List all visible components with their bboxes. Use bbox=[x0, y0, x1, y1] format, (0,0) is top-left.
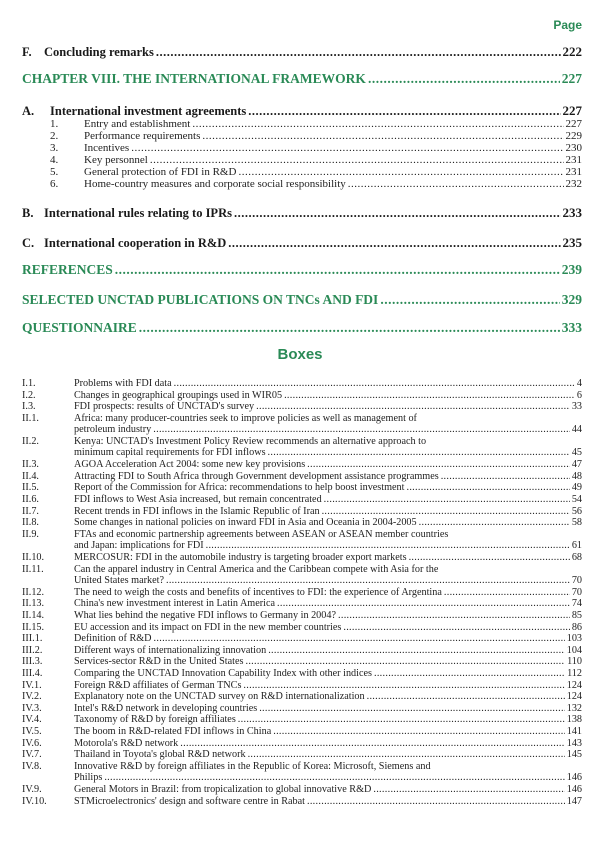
box-entry[interactable] bbox=[22, 714, 582, 726]
box-number: III.4. bbox=[22, 668, 43, 679]
toc-page-number: 222 bbox=[562, 44, 582, 59]
dot-leader bbox=[368, 71, 560, 87]
box-title bbox=[74, 471, 582, 482]
box-page-number: 124 bbox=[566, 679, 582, 691]
box-number: IV.4. bbox=[22, 714, 42, 726]
toc-entry-title: Concluding remarks bbox=[44, 45, 154, 59]
box-title-text: Explanatory note on the UNCTAD survey on R&D internationalization bbox=[74, 691, 365, 703]
box-title-last-line bbox=[74, 471, 582, 482]
box-title bbox=[74, 796, 582, 807]
box-page-number: 146 bbox=[566, 784, 582, 795]
box-page-number: 4 bbox=[576, 378, 582, 389]
box-title-text: Comparing the UNCTAD Innovation Capability Index with other indices bbox=[74, 668, 372, 679]
box-title-last-line bbox=[74, 668, 582, 679]
toc-entry-sub-2[interactable] bbox=[42, 130, 582, 142]
box-title-last-line bbox=[74, 796, 582, 807]
box-page-number: 74 bbox=[571, 598, 582, 610]
box-number: II.2. bbox=[22, 436, 39, 447]
box-page-number: 141 bbox=[566, 726, 582, 737]
box-title-last-line bbox=[74, 703, 582, 714]
box-entry[interactable] bbox=[22, 761, 582, 784]
box-title-last-line bbox=[74, 447, 582, 458]
box-title-text: Thailand in Toyota's global R&D network bbox=[74, 749, 246, 761]
box-title bbox=[74, 378, 582, 389]
box-entry[interactable] bbox=[22, 668, 582, 680]
dot-leader bbox=[248, 104, 560, 119]
box-number: II.7. bbox=[22, 505, 39, 517]
toc-entry-title: Key personnel bbox=[84, 154, 148, 166]
box-title-text: General Motors in Brazil: from tropicalization to global innovative R&D bbox=[74, 784, 372, 795]
dot-leader bbox=[419, 517, 570, 528]
box-number: III.3. bbox=[22, 656, 43, 668]
boxes-heading: Boxes bbox=[277, 346, 323, 363]
box-title-text: Philips bbox=[74, 771, 103, 783]
box-number: I.1. bbox=[22, 378, 36, 389]
dot-leader bbox=[153, 424, 570, 435]
box-title-text: minimum capital requirements for FDI inflows bbox=[74, 447, 266, 458]
box-page-number: 70 bbox=[571, 586, 582, 598]
toc-page-number: 231 bbox=[565, 154, 582, 166]
toc-entry-number: 1. bbox=[50, 118, 59, 130]
toc-page-number: 230 bbox=[565, 142, 582, 154]
box-entry[interactable] bbox=[22, 401, 582, 413]
box-page-number: 86 bbox=[571, 621, 582, 633]
box-page-number: 85 bbox=[571, 610, 582, 621]
dot-leader bbox=[444, 587, 570, 598]
toc-entry-number: B. bbox=[22, 206, 34, 220]
dot-leader bbox=[192, 118, 563, 130]
box-title-last-line bbox=[74, 517, 582, 528]
box-title bbox=[74, 517, 582, 528]
box-number: II.15. bbox=[22, 621, 45, 633]
box-number: III.1. bbox=[22, 633, 43, 645]
box-page-number: 49 bbox=[571, 482, 582, 494]
box-title-last-line bbox=[74, 738, 582, 749]
box-title-last-line bbox=[74, 680, 582, 691]
toc-entry-number: A. bbox=[22, 104, 35, 118]
dot-leader bbox=[273, 726, 565, 737]
box-title-last-line bbox=[74, 691, 582, 702]
toc-entry-sub-3[interactable] bbox=[42, 142, 582, 154]
box-title-text: United States market? bbox=[74, 574, 164, 586]
box-entry[interactable] bbox=[22, 645, 582, 657]
box-number: IV.5. bbox=[22, 726, 42, 737]
toc-entry-sec-b[interactable] bbox=[22, 205, 582, 221]
box-title bbox=[74, 691, 582, 702]
toc-page-number: 227 bbox=[562, 103, 582, 118]
toc-entry-title: CHAPTER VIII. THE INTERNATIONAL FRAMEWORK bbox=[22, 71, 366, 86]
box-title-last-line bbox=[74, 622, 582, 633]
toc-entry-title: SELECTED UNCTAD PUBLICATIONS ON TNCs AND FDI bbox=[22, 292, 379, 307]
toc-page-number: 239 bbox=[561, 262, 582, 277]
box-title bbox=[74, 680, 582, 691]
box-entry[interactable] bbox=[22, 413, 582, 436]
box-page-number: 138 bbox=[566, 714, 582, 726]
toc-entry-title: General protection of FDI in R&D bbox=[84, 166, 237, 178]
dot-leader bbox=[367, 691, 565, 702]
box-title-line: Kenya: UNCTAD's Investment Policy Review recommends an alternative approach to bbox=[74, 436, 427, 447]
toc-entry-title: Entry and establishment bbox=[84, 118, 191, 130]
toc-page-number: 235 bbox=[562, 235, 582, 250]
box-page-number: 45 bbox=[571, 447, 582, 458]
dot-leader bbox=[268, 645, 565, 656]
box-number: I.3. bbox=[22, 401, 36, 413]
dot-leader bbox=[150, 154, 564, 166]
box-title bbox=[74, 494, 582, 505]
dot-leader bbox=[206, 540, 570, 551]
toc-page-number: 333 bbox=[561, 320, 582, 335]
dot-leader bbox=[343, 622, 569, 633]
box-entry[interactable] bbox=[22, 610, 582, 622]
box-title-last-line bbox=[74, 784, 582, 795]
toc-page-number: 227 bbox=[565, 118, 582, 130]
dot-leader bbox=[238, 166, 563, 178]
box-entry[interactable] bbox=[22, 680, 582, 692]
box-title-text: Motorola's R&D network bbox=[74, 737, 179, 749]
toc-entry-pubs[interactable] bbox=[22, 292, 582, 308]
dot-leader bbox=[277, 598, 570, 609]
box-title bbox=[74, 633, 582, 644]
dot-leader bbox=[238, 714, 565, 725]
dot-leader bbox=[248, 749, 565, 760]
dot-leader bbox=[338, 610, 570, 621]
box-number: II.8. bbox=[22, 517, 39, 529]
toc-entry-title: Home-country measures and corporate social responsibility bbox=[84, 178, 346, 190]
box-page-number: 110 bbox=[567, 656, 582, 668]
box-title-text: Report of the Commission for Africa: recommendations to help boost investment bbox=[74, 482, 405, 494]
box-entry[interactable] bbox=[22, 471, 582, 483]
toc-page-number: 232 bbox=[565, 178, 582, 190]
toc-page-number: 231 bbox=[565, 166, 582, 178]
box-number: II.5. bbox=[22, 482, 39, 494]
toc-page-number: 227 bbox=[561, 71, 582, 86]
box-number: II.11. bbox=[22, 563, 44, 575]
box-title-text: Intel's R&D network in developing countries bbox=[74, 702, 258, 714]
toc-entry-sub-4[interactable] bbox=[42, 154, 582, 166]
toc-entry-sec-c[interactable] bbox=[22, 235, 582, 251]
box-title bbox=[74, 656, 582, 667]
box-title-line: FTAs and economic partnership agreements between ASEAN or ASEAN member countries bbox=[74, 528, 449, 540]
box-title-last-line bbox=[74, 552, 582, 563]
dot-leader bbox=[284, 390, 575, 401]
dot-leader bbox=[256, 401, 570, 412]
box-title bbox=[74, 738, 582, 749]
box-page-number: 145 bbox=[566, 749, 582, 761]
dot-leader bbox=[307, 796, 565, 807]
dot-leader bbox=[324, 494, 570, 505]
box-title bbox=[74, 482, 582, 493]
box-number: IV.3. bbox=[22, 702, 42, 714]
box-page-number: 103 bbox=[566, 633, 582, 645]
toc-entry-number: 2. bbox=[50, 130, 59, 142]
box-title bbox=[74, 459, 582, 470]
dot-leader bbox=[174, 378, 575, 389]
box-title-text: The need to weigh the costs and benefits of incentives to FDI: the experience of Argentina bbox=[74, 586, 442, 598]
box-title bbox=[74, 784, 582, 795]
box-number: II.14. bbox=[22, 610, 45, 621]
box-title bbox=[74, 714, 582, 725]
box-title bbox=[74, 401, 582, 412]
box-page-number: 147 bbox=[566, 795, 582, 807]
box-entry[interactable] bbox=[22, 552, 582, 564]
box-title bbox=[74, 564, 582, 586]
box-number: IV.9. bbox=[22, 784, 42, 795]
dot-leader bbox=[374, 668, 565, 679]
box-title bbox=[74, 610, 582, 621]
toc-entry-title: International investment agreements bbox=[50, 104, 247, 118]
dot-leader bbox=[406, 482, 569, 493]
box-title-text: FDI prospects: results of UNCTAD's survey bbox=[74, 401, 255, 413]
box-entry[interactable] bbox=[22, 656, 582, 668]
box-title bbox=[74, 598, 582, 609]
box-title-last-line bbox=[74, 424, 582, 435]
box-number: III.2. bbox=[22, 644, 43, 656]
box-title-text: Recent trends in FDI inflows in the Islamic Republic of Iran bbox=[74, 505, 320, 517]
box-number: II.3. bbox=[22, 459, 39, 471]
box-title-text: China's new investment interest in Latin America bbox=[74, 598, 276, 610]
box-entry[interactable] bbox=[22, 726, 582, 738]
box-title bbox=[74, 506, 582, 517]
box-title-line: Can the apparel industry in Central America and the Caribbean compete with Asia for the bbox=[74, 563, 439, 575]
box-page-number: 61 bbox=[571, 539, 582, 551]
dot-leader bbox=[156, 45, 561, 60]
box-title bbox=[74, 552, 582, 563]
box-title-last-line bbox=[74, 482, 582, 493]
box-title-text: FDI inflows to West Asia increased, but remain concentrated bbox=[74, 494, 322, 505]
toc-entry-number: 3. bbox=[50, 142, 59, 154]
box-number: II.13. bbox=[22, 598, 45, 610]
box-number: II.6. bbox=[22, 494, 39, 505]
box-entry[interactable] bbox=[22, 633, 582, 645]
dot-leader bbox=[202, 130, 563, 142]
box-title-text: Problems with FDI data bbox=[74, 378, 172, 389]
dot-leader bbox=[131, 142, 563, 154]
box-title-last-line bbox=[74, 587, 582, 598]
box-title-last-line bbox=[74, 726, 582, 737]
box-entry[interactable] bbox=[22, 378, 582, 390]
box-title bbox=[74, 587, 582, 598]
box-number: IV.10. bbox=[22, 795, 47, 807]
box-title-last-line bbox=[74, 656, 582, 667]
box-number: IV.1. bbox=[22, 679, 42, 691]
box-title-last-line bbox=[74, 633, 582, 644]
box-page-number: 47 bbox=[571, 459, 582, 471]
toc-entry-number: C. bbox=[22, 236, 35, 250]
toc-entry-sec-f[interactable] bbox=[22, 44, 582, 60]
box-title-last-line bbox=[74, 506, 582, 517]
box-entry[interactable] bbox=[22, 738, 582, 750]
box-number: II.12. bbox=[22, 586, 45, 598]
box-title-text: Different ways of internationalizing innovation bbox=[74, 644, 267, 656]
box-page-number: 146 bbox=[566, 771, 582, 783]
box-title bbox=[74, 529, 582, 551]
box-entry[interactable] bbox=[22, 587, 582, 599]
box-page-number: 6 bbox=[576, 389, 582, 401]
toc-entry-title: International cooperation in R&D bbox=[44, 236, 227, 250]
box-entry[interactable] bbox=[22, 749, 582, 761]
box-entry[interactable] bbox=[22, 564, 582, 587]
box-title-last-line bbox=[74, 378, 582, 389]
box-page-number: 58 bbox=[571, 517, 582, 529]
box-entry[interactable] bbox=[22, 436, 582, 459]
box-number: I.2. bbox=[22, 389, 36, 401]
box-title-text: The boom in R&D-related FDI inflows in China bbox=[74, 726, 272, 737]
toc-entry-sub-5[interactable] bbox=[42, 166, 582, 178]
box-entry[interactable] bbox=[22, 796, 582, 808]
box-title bbox=[74, 726, 582, 737]
dot-leader bbox=[115, 262, 560, 278]
toc-entry-number: 6. bbox=[50, 178, 59, 190]
box-entry[interactable] bbox=[22, 506, 582, 518]
box-title bbox=[74, 413, 582, 435]
toc-page-number: 329 bbox=[561, 292, 582, 307]
box-number: II.10. bbox=[22, 552, 45, 563]
dot-leader bbox=[228, 236, 560, 251]
toc-entry-refs[interactable] bbox=[22, 262, 582, 278]
toc-entry-quest[interactable] bbox=[22, 320, 582, 336]
box-title-last-line bbox=[74, 610, 582, 621]
box-title-text: and Japan: implications for FDI bbox=[74, 539, 204, 551]
box-page-number: 143 bbox=[566, 737, 582, 749]
dot-leader bbox=[139, 320, 560, 336]
toc-entry-sub-1[interactable] bbox=[42, 118, 582, 130]
dot-leader bbox=[104, 772, 564, 783]
box-title-last-line bbox=[74, 575, 582, 586]
box-title-last-line bbox=[74, 390, 582, 401]
dot-leader bbox=[307, 459, 570, 470]
toc-entry-title: REFERENCES bbox=[22, 262, 113, 277]
box-title-text: Foreign R&D affiliates of German TNCs bbox=[74, 679, 242, 691]
toc-entry-title: Performance requirements bbox=[84, 130, 201, 142]
box-title-text: What lies behind the negative FDI inflows to Germany in 2004? bbox=[74, 610, 336, 621]
box-title-text: STMicroelectronics' design and software centre in Rabat bbox=[74, 795, 305, 807]
box-title bbox=[74, 761, 582, 783]
box-entry[interactable] bbox=[22, 598, 582, 610]
box-page-number: 132 bbox=[566, 702, 582, 714]
box-title-last-line bbox=[74, 772, 582, 783]
dot-leader bbox=[373, 784, 564, 795]
dot-leader bbox=[154, 633, 565, 644]
toc-entry-sub-6[interactable] bbox=[42, 178, 582, 190]
box-title-text: petroleum industry bbox=[74, 423, 152, 435]
box-title bbox=[74, 390, 582, 401]
toc-entry-chap-8[interactable] bbox=[22, 71, 582, 87]
box-page-number: 70 bbox=[571, 574, 582, 586]
box-page-number: 68 bbox=[571, 552, 582, 563]
box-title bbox=[74, 436, 582, 458]
dot-leader bbox=[348, 178, 564, 190]
box-title-text: Some changes in national policies on inward FDI in Asia and Oceania in 2004-2005 bbox=[74, 517, 417, 529]
dot-leader bbox=[245, 656, 565, 667]
box-title-last-line bbox=[74, 459, 582, 470]
dot-leader bbox=[234, 206, 561, 221]
dot-leader bbox=[409, 552, 570, 563]
box-entry[interactable] bbox=[22, 784, 582, 796]
box-page-number: 44 bbox=[571, 423, 582, 435]
box-entry[interactable] bbox=[22, 622, 582, 634]
box-title-text: MERCOSUR: FDI in the automobile industry is targeting broader export markets bbox=[74, 552, 407, 563]
dot-leader bbox=[322, 506, 570, 517]
toc-entry-number: 4. bbox=[50, 154, 59, 166]
box-entry[interactable] bbox=[22, 390, 582, 402]
box-entry[interactable] bbox=[22, 517, 582, 529]
box-entry[interactable] bbox=[22, 529, 582, 552]
dot-leader bbox=[380, 292, 559, 308]
box-page-number: 56 bbox=[571, 505, 582, 517]
box-title-last-line bbox=[74, 714, 582, 725]
toc-entry-number: F. bbox=[22, 45, 32, 59]
dot-leader bbox=[259, 703, 565, 714]
box-entry[interactable] bbox=[22, 459, 582, 471]
box-title-text: Services-sector R&D in the United States bbox=[74, 656, 244, 668]
box-title bbox=[74, 668, 582, 679]
toc-entry-number: 5. bbox=[50, 166, 59, 178]
toc-page-number: 229 bbox=[565, 130, 582, 142]
box-title bbox=[74, 622, 582, 633]
box-number: II.4. bbox=[22, 470, 39, 482]
box-title bbox=[74, 749, 582, 760]
box-page-number: 104 bbox=[566, 644, 582, 656]
dot-leader bbox=[441, 471, 570, 482]
dot-leader bbox=[166, 575, 570, 586]
box-number: IV.2. bbox=[22, 691, 42, 703]
box-title-line: Africa: many producer-countries seek to improve policies as well as management of bbox=[74, 412, 417, 424]
box-number: II.1. bbox=[22, 412, 39, 424]
toc-entry-title: Incentives bbox=[84, 142, 130, 154]
box-title-last-line bbox=[74, 401, 582, 412]
box-number: IV.7. bbox=[22, 749, 42, 761]
toc-entry-title: QUESTIONNAIRE bbox=[22, 320, 137, 335]
box-title-text: Taxonomy of R&D by foreign affiliates bbox=[74, 714, 236, 726]
box-entry[interactable] bbox=[22, 482, 582, 494]
box-title-text: Definition of R&D bbox=[74, 633, 152, 645]
box-title-last-line bbox=[74, 598, 582, 609]
box-title bbox=[74, 703, 582, 714]
box-entry[interactable] bbox=[22, 691, 582, 703]
box-title-last-line bbox=[74, 494, 582, 505]
box-title-last-line bbox=[74, 645, 582, 656]
box-page-number: 54 bbox=[571, 494, 582, 505]
dot-leader bbox=[268, 447, 570, 458]
dot-leader bbox=[180, 738, 564, 749]
box-number: IV.6. bbox=[22, 737, 42, 749]
toc-entry-title: International rules relating to IPRs bbox=[44, 206, 232, 220]
box-title bbox=[74, 645, 582, 656]
box-title-last-line bbox=[74, 540, 582, 551]
box-page-number: 112 bbox=[567, 668, 582, 679]
box-page-number: 124 bbox=[566, 691, 582, 703]
toc-entry-sec-a[interactable] bbox=[22, 103, 582, 119]
box-title-text: EU accession and its impact on FDI in the new member countries bbox=[74, 621, 342, 633]
box-entry[interactable] bbox=[22, 703, 582, 715]
page-column-header: Page bbox=[553, 18, 582, 32]
box-title-line: Innovative R&D by foreign affiliates in the Republic of Korea: Microsoft, Siemens and bbox=[74, 760, 431, 772]
box-title-last-line bbox=[74, 749, 582, 760]
box-number: IV.8. bbox=[22, 760, 42, 772]
box-page-number: 33 bbox=[571, 401, 582, 413]
box-title-text: Attracting FDI to South Africa through Government development assistance programmes bbox=[74, 470, 439, 482]
box-page-number: 48 bbox=[571, 470, 582, 482]
dot-leader bbox=[243, 680, 564, 691]
box-title-text: AGOA Acceleration Act 2004: some new key provisions bbox=[74, 459, 306, 471]
box-number: II.9. bbox=[22, 528, 39, 540]
box-title-text: Changes in geographical groupings used in WIR05 bbox=[74, 389, 283, 401]
box-entry[interactable] bbox=[22, 494, 582, 506]
toc-page-number: 233 bbox=[562, 205, 582, 220]
